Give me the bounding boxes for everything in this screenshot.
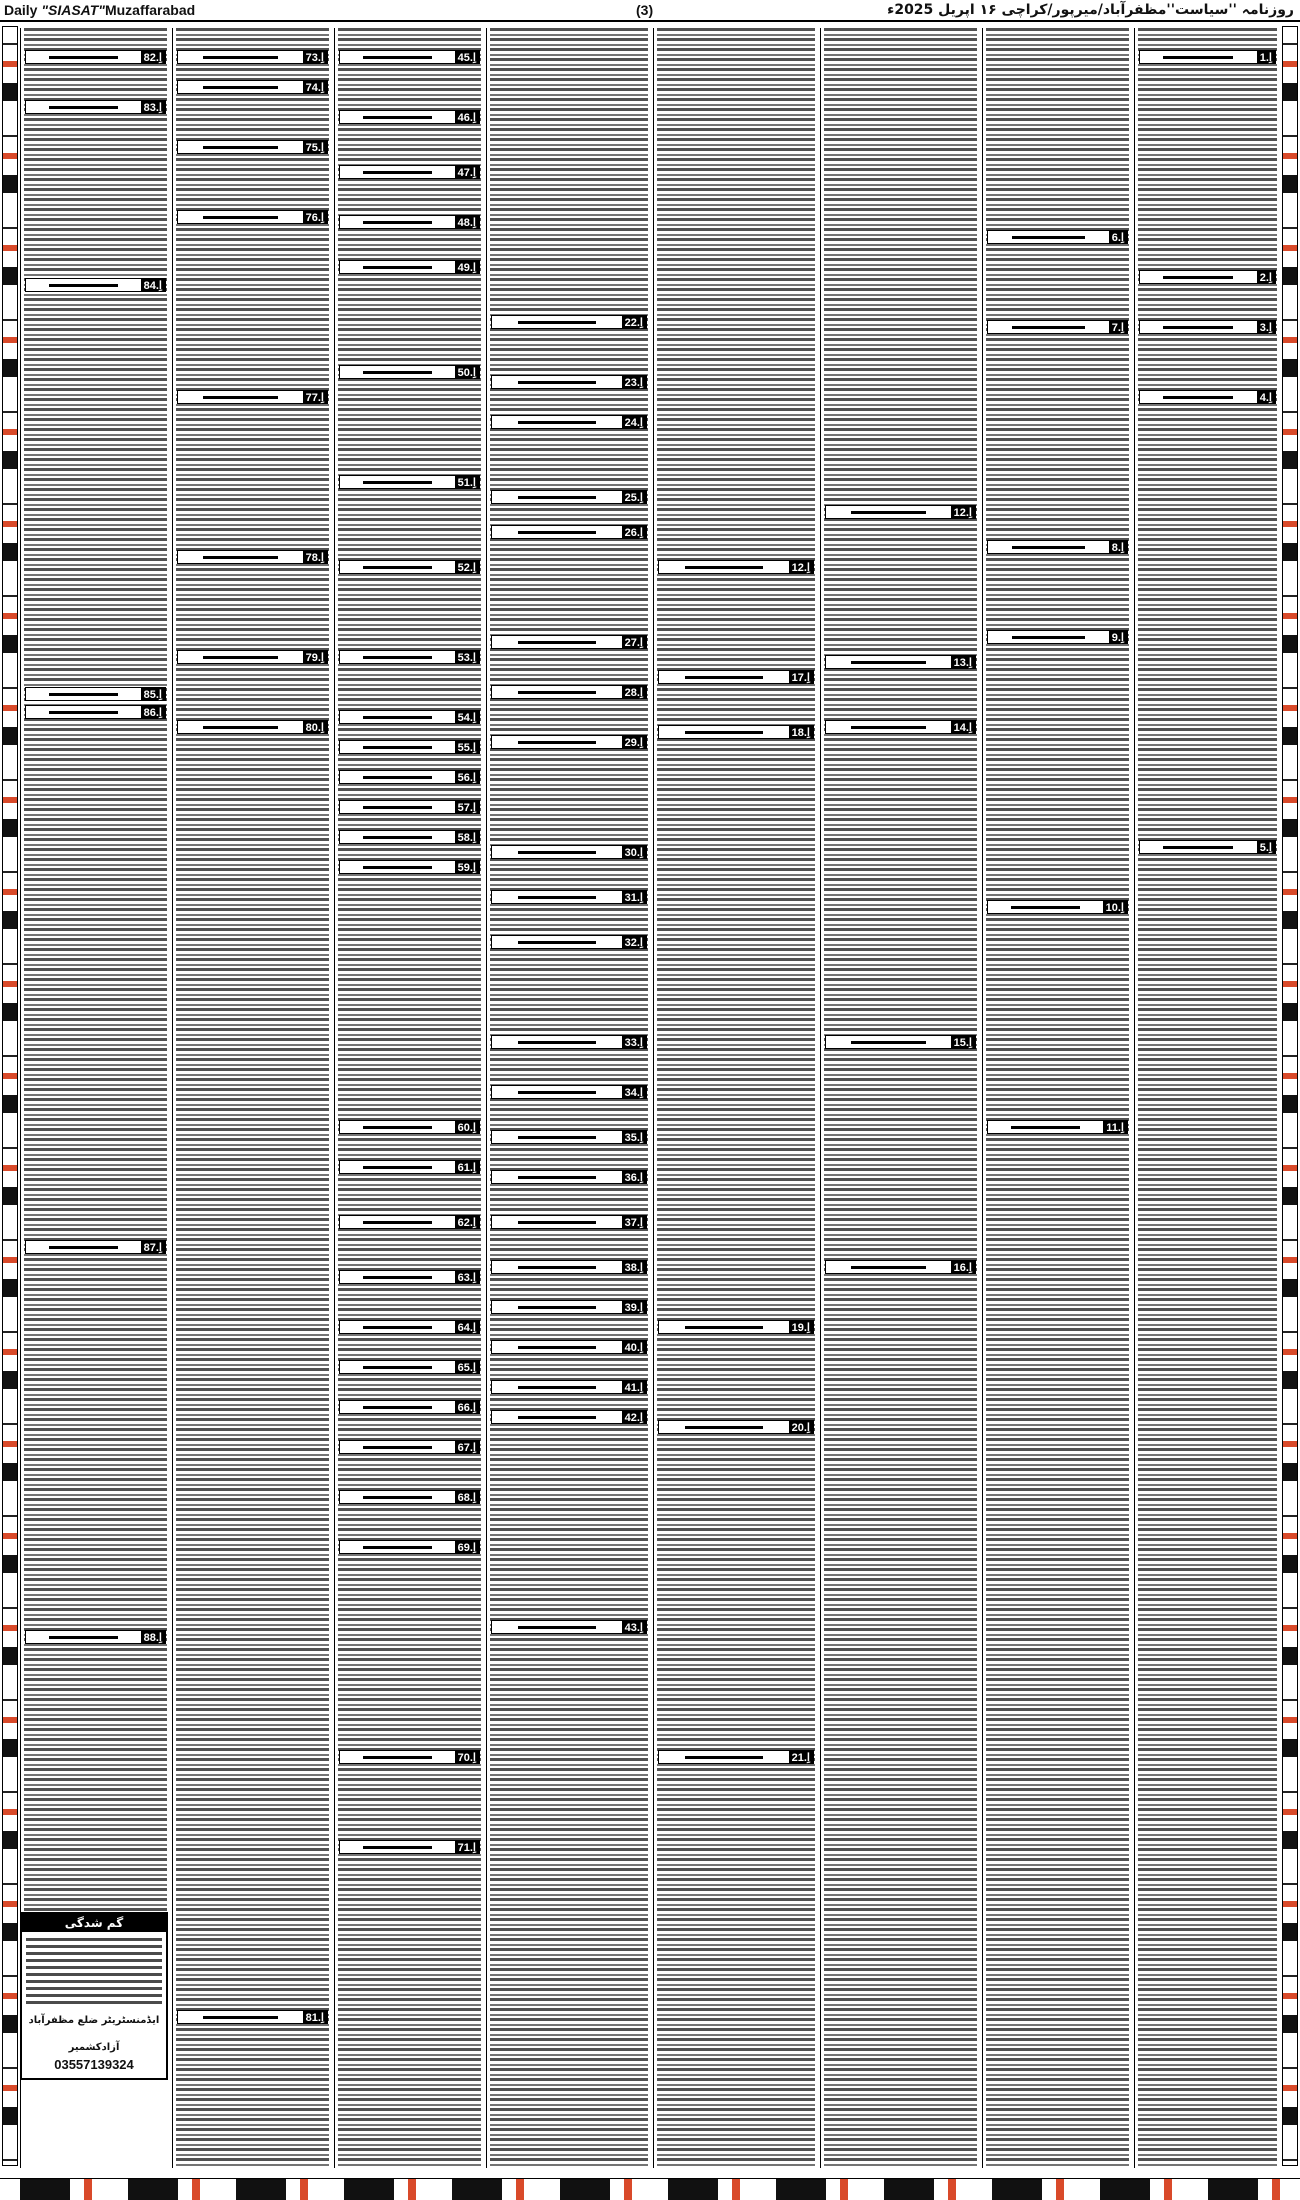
notice-label bbox=[178, 211, 303, 223]
notice-label bbox=[26, 1241, 141, 1253]
column-1 bbox=[20, 28, 170, 2168]
notice-label bbox=[340, 1161, 455, 1173]
notice-label bbox=[340, 111, 455, 123]
notice-number: اِ.74 bbox=[303, 81, 327, 93]
notice-label bbox=[340, 1841, 455, 1853]
notice-number: اِ.81 bbox=[303, 2011, 327, 2023]
notice-header bbox=[339, 475, 480, 489]
notice-header bbox=[1139, 320, 1276, 334]
notice-header bbox=[987, 230, 1128, 244]
masthead-title-english bbox=[4, 2, 195, 18]
lost-notice-title: گم شدگی bbox=[22, 1914, 166, 1932]
notice-number: اِ.61 bbox=[455, 1161, 479, 1173]
notice-header bbox=[339, 1400, 480, 1414]
notice-header bbox=[491, 1340, 647, 1354]
notice-label bbox=[340, 711, 455, 723]
notice-label bbox=[178, 391, 303, 403]
lost-notice-body bbox=[26, 1938, 162, 2008]
notice-number: اِ.67 bbox=[455, 1441, 479, 1453]
notice-label bbox=[340, 51, 455, 63]
notice-number: اِ.13 bbox=[951, 656, 975, 668]
notice-header bbox=[339, 650, 480, 664]
notice-header bbox=[987, 900, 1128, 914]
notice-number: اِ.20 bbox=[789, 1421, 813, 1433]
notice-header bbox=[339, 560, 480, 574]
notice-number: اِ.86 bbox=[141, 706, 165, 718]
notice-number: اِ.12 bbox=[951, 506, 975, 518]
notice-header bbox=[339, 1360, 480, 1374]
notice-number: اِ.29 bbox=[622, 736, 646, 748]
notice-number: اِ.4 bbox=[1257, 391, 1275, 403]
notice-header bbox=[339, 1120, 480, 1134]
notice-header bbox=[658, 1420, 814, 1434]
notice-header bbox=[177, 50, 328, 64]
notice-header bbox=[1139, 840, 1276, 854]
notice-label bbox=[178, 551, 303, 563]
notice-header bbox=[491, 1260, 647, 1274]
notice-header bbox=[491, 735, 647, 749]
notice-header bbox=[339, 1270, 480, 1284]
notice-label bbox=[492, 1341, 622, 1353]
notice-number: اِ.35 bbox=[622, 1131, 646, 1143]
notice-label bbox=[178, 651, 303, 663]
notice-header bbox=[491, 935, 647, 949]
notice-number: اِ.6 bbox=[1109, 231, 1127, 243]
notice-header bbox=[491, 1410, 647, 1424]
column-8 bbox=[1134, 28, 1280, 2168]
notice-header bbox=[25, 50, 166, 64]
notice-label bbox=[492, 526, 622, 538]
notice-header bbox=[825, 720, 976, 734]
notice-label bbox=[492, 736, 622, 748]
notice-label bbox=[988, 321, 1109, 333]
notice-label bbox=[492, 316, 622, 328]
notice-number: اِ.32 bbox=[622, 936, 646, 948]
notice-label bbox=[492, 1171, 622, 1183]
notice-header bbox=[658, 670, 814, 684]
notice-label bbox=[1140, 841, 1257, 853]
notice-number: اِ.50 bbox=[455, 366, 479, 378]
notice-label bbox=[988, 631, 1109, 643]
notice-label bbox=[492, 636, 622, 648]
notice-header bbox=[339, 1440, 480, 1454]
notice-header bbox=[339, 1750, 480, 1764]
notice-number: اِ.76 bbox=[303, 211, 327, 223]
notice-number: اِ.25 bbox=[622, 491, 646, 503]
notice-label bbox=[492, 1036, 622, 1048]
notice-number: اِ.55 bbox=[455, 741, 479, 753]
notice-header bbox=[177, 550, 328, 564]
notice-number: اِ.46 bbox=[455, 111, 479, 123]
notice-label bbox=[988, 901, 1103, 913]
notice-label bbox=[340, 651, 455, 663]
notice-number: اِ.78 bbox=[303, 551, 327, 563]
notice-label bbox=[26, 101, 141, 113]
notice-number: اِ.22 bbox=[622, 316, 646, 328]
notice-label bbox=[492, 1216, 622, 1228]
notice-header bbox=[825, 505, 976, 519]
notice-header bbox=[491, 375, 647, 389]
notice-number: اِ.36 bbox=[622, 1171, 646, 1183]
notice-label bbox=[340, 1491, 455, 1503]
lost-notice-place: آزادکشمیر bbox=[68, 2042, 120, 2053]
notice-label bbox=[492, 686, 622, 698]
notice-label bbox=[340, 1271, 455, 1283]
notice-header bbox=[339, 710, 480, 724]
text-block bbox=[986, 28, 1129, 2168]
notice-number: اِ.87 bbox=[141, 1241, 165, 1253]
notice-header bbox=[1139, 270, 1276, 284]
notice-header bbox=[491, 415, 647, 429]
notice-label bbox=[988, 1121, 1103, 1133]
notice-number: اِ.27 bbox=[622, 636, 646, 648]
notice-header bbox=[987, 320, 1128, 334]
notice-header bbox=[491, 1620, 647, 1634]
notice-label bbox=[340, 216, 455, 228]
notice-number: اِ.79 bbox=[303, 651, 327, 663]
notice-header bbox=[491, 315, 647, 329]
notice-number: اِ.64 bbox=[455, 1321, 479, 1333]
notice-number: اِ.21 bbox=[789, 1751, 813, 1763]
notice-header bbox=[25, 687, 166, 701]
notice-label bbox=[340, 1216, 455, 1228]
notice-number: اِ.88 bbox=[141, 1631, 165, 1643]
notice-number: اِ.65 bbox=[455, 1361, 479, 1373]
notice-number: اِ.80 bbox=[303, 721, 327, 733]
notice-header bbox=[339, 110, 480, 124]
notice-label bbox=[340, 366, 455, 378]
notice-header bbox=[658, 1320, 814, 1334]
notice-number: اِ.54 bbox=[455, 711, 479, 723]
text-block bbox=[824, 28, 977, 2168]
notice-label bbox=[340, 1441, 455, 1453]
notice-number: اِ.58 bbox=[455, 831, 479, 843]
lost-notice-phone: 03557139324 bbox=[54, 2057, 134, 2072]
notice-number: اِ.31 bbox=[622, 891, 646, 903]
notice-label bbox=[492, 1261, 622, 1273]
notice-header bbox=[491, 1380, 647, 1394]
notice-label bbox=[26, 1631, 141, 1643]
notice-label bbox=[492, 1301, 622, 1313]
notice-label bbox=[340, 861, 455, 873]
notice-label bbox=[26, 279, 141, 291]
notice-label bbox=[492, 1086, 622, 1098]
notice-label bbox=[659, 726, 789, 738]
notice-label bbox=[659, 1421, 789, 1433]
notice-label bbox=[26, 688, 141, 700]
notice-header bbox=[491, 1300, 647, 1314]
notice-number: اِ.66 bbox=[455, 1401, 479, 1413]
text-block bbox=[176, 28, 329, 2168]
notice-number: اِ.49 bbox=[455, 261, 479, 273]
notice-header bbox=[491, 1085, 647, 1099]
notice-header bbox=[987, 540, 1128, 554]
notice-header bbox=[658, 560, 814, 574]
notice-label bbox=[492, 416, 622, 428]
left-decorative-border bbox=[2, 26, 18, 2166]
notice-number: اِ.70 bbox=[455, 1751, 479, 1763]
notice-label bbox=[988, 541, 1109, 553]
notice-label bbox=[659, 671, 789, 683]
notice-number: اِ.28 bbox=[622, 686, 646, 698]
notice-number: اِ.63 bbox=[455, 1271, 479, 1283]
notice-header bbox=[339, 1160, 480, 1174]
notice-label bbox=[340, 1321, 455, 1333]
notice-number: اِ.15 bbox=[951, 1036, 975, 1048]
notice-number: اِ.7 bbox=[1109, 321, 1127, 333]
notice-header bbox=[177, 2010, 328, 2024]
masthead-title-urdu: روزنامہ ''سیاست''مظفرآباد/میرپور/کراچی ۱۶ اپریل 2025ء bbox=[887, 2, 1294, 18]
column-4 bbox=[486, 28, 651, 2168]
masthead-city: Muzaffarabad bbox=[104, 2, 196, 18]
notice-header bbox=[491, 1170, 647, 1184]
notice-number: اِ.17 bbox=[789, 671, 813, 683]
notice-label bbox=[492, 891, 622, 903]
notice-number: اِ.51 bbox=[455, 476, 479, 488]
notice-label bbox=[26, 51, 141, 63]
notice-label bbox=[340, 1121, 455, 1133]
notice-header bbox=[339, 800, 480, 814]
right-decorative-border bbox=[1282, 26, 1298, 2166]
notice-number: اِ.60 bbox=[455, 1121, 479, 1133]
notice-label bbox=[340, 741, 455, 753]
notice-header bbox=[339, 1320, 480, 1334]
notice-header bbox=[491, 845, 647, 859]
notice-header bbox=[339, 770, 480, 784]
notice-label bbox=[178, 81, 303, 93]
notice-header bbox=[987, 630, 1128, 644]
notice-number: اِ.40 bbox=[622, 1341, 646, 1353]
lost-notice-name: ایڈمنسٹریٹر ضلع مظفرآباد bbox=[28, 2015, 160, 2026]
notice-number: اِ.23 bbox=[622, 376, 646, 388]
notice-label bbox=[26, 706, 141, 718]
notice-number: اِ.69 bbox=[455, 1541, 479, 1553]
notice-number: اِ.24 bbox=[622, 416, 646, 428]
notice-number: اِ.38 bbox=[622, 1261, 646, 1273]
masthead-siasat: "SIASAT" bbox=[41, 2, 105, 18]
notice-header bbox=[491, 1035, 647, 1049]
notice-label bbox=[1140, 321, 1257, 333]
notice-label bbox=[826, 506, 951, 518]
notice-number: اِ.73 bbox=[303, 51, 327, 63]
notice-header bbox=[339, 740, 480, 754]
notice-number: اِ.82 bbox=[141, 51, 165, 63]
notice-number: اِ.59 bbox=[455, 861, 479, 873]
notice-number: اِ.9 bbox=[1109, 631, 1127, 643]
notice-header bbox=[339, 1215, 480, 1229]
notice-number: اِ.26 bbox=[622, 526, 646, 538]
notice-label bbox=[826, 721, 951, 733]
notice-header bbox=[25, 705, 166, 719]
text-block bbox=[1138, 28, 1277, 2168]
notice-label bbox=[178, 141, 303, 153]
notice-number: اِ.14 bbox=[951, 721, 975, 733]
notice-label bbox=[340, 261, 455, 273]
notice-header bbox=[339, 365, 480, 379]
notice-header bbox=[491, 525, 647, 539]
notice-number: اِ.16 bbox=[951, 1261, 975, 1273]
notice-number: اِ.39 bbox=[622, 1301, 646, 1313]
notice-number: اِ.19 bbox=[789, 1321, 813, 1333]
notice-header bbox=[177, 650, 328, 664]
notice-number: اِ.57 bbox=[455, 801, 479, 813]
notice-label bbox=[659, 1751, 789, 1763]
notice-label bbox=[492, 376, 622, 388]
notice-header bbox=[25, 1240, 166, 1254]
notice-header bbox=[658, 1750, 814, 1764]
notice-header bbox=[1139, 50, 1276, 64]
notice-label bbox=[826, 1036, 951, 1048]
notice-number: اِ.85 bbox=[141, 688, 165, 700]
notice-label bbox=[492, 846, 622, 858]
notice-header bbox=[339, 165, 480, 179]
column-2 bbox=[172, 28, 332, 2168]
notice-number: اِ.30 bbox=[622, 846, 646, 858]
notice-label bbox=[340, 1361, 455, 1373]
notice-number: اِ.71 bbox=[455, 1841, 479, 1853]
notice-header bbox=[177, 80, 328, 94]
notice-label bbox=[340, 801, 455, 813]
notice-number: اِ.48 bbox=[455, 216, 479, 228]
notice-number: اِ.77 bbox=[303, 391, 327, 403]
notice-label bbox=[340, 476, 455, 488]
notice-header bbox=[339, 1490, 480, 1504]
notice-header bbox=[491, 490, 647, 504]
notice-label bbox=[1140, 51, 1257, 63]
notice-label bbox=[178, 51, 303, 63]
notice-label bbox=[1140, 271, 1257, 283]
notice-header bbox=[658, 725, 814, 739]
notice-number: اِ.2 bbox=[1257, 271, 1275, 283]
column-6 bbox=[820, 28, 980, 2168]
notice-header bbox=[339, 860, 480, 874]
notice-label bbox=[178, 721, 303, 733]
notice-number: اِ.45 bbox=[455, 51, 479, 63]
notice-number: اِ.11 bbox=[1103, 1121, 1127, 1133]
notice-number: اِ.1 bbox=[1257, 51, 1275, 63]
notice-header bbox=[339, 1840, 480, 1854]
notice-label bbox=[492, 1131, 622, 1143]
notice-number: اِ.47 bbox=[455, 166, 479, 178]
notice-header bbox=[177, 210, 328, 224]
notice-label bbox=[340, 166, 455, 178]
bottom-decorative-border bbox=[0, 2178, 1300, 2200]
notice-header bbox=[987, 1120, 1128, 1134]
notice-number: اِ.41 bbox=[622, 1381, 646, 1393]
notice-label bbox=[492, 936, 622, 948]
notice-number: اِ.43 bbox=[622, 1621, 646, 1633]
column-7 bbox=[982, 28, 1132, 2168]
notice-number: اِ.53 bbox=[455, 651, 479, 663]
notice-label bbox=[988, 231, 1109, 243]
notice-label bbox=[340, 831, 455, 843]
notice-header bbox=[339, 50, 480, 64]
notice-header bbox=[491, 890, 647, 904]
notice-number: اِ.84 bbox=[141, 279, 165, 291]
notice-header bbox=[25, 100, 166, 114]
notice-label bbox=[340, 1751, 455, 1763]
notice-label bbox=[826, 1261, 951, 1273]
notice-header bbox=[177, 140, 328, 154]
notice-number: اِ.34 bbox=[622, 1086, 646, 1098]
notice-label bbox=[492, 491, 622, 503]
notice-number: اِ.83 bbox=[141, 101, 165, 113]
notice-label bbox=[659, 1321, 789, 1333]
notice-label bbox=[340, 1541, 455, 1553]
notice-number: اِ.52 bbox=[455, 561, 479, 573]
notice-label bbox=[340, 1401, 455, 1413]
column-3 bbox=[334, 28, 484, 2168]
column-5 bbox=[653, 28, 818, 2168]
notice-label bbox=[492, 1621, 622, 1633]
notice-number: اِ.5 bbox=[1257, 841, 1275, 853]
notice-label bbox=[492, 1411, 622, 1423]
text-block bbox=[657, 28, 815, 2168]
page-number: (3) bbox=[636, 2, 654, 18]
masthead bbox=[0, 0, 1300, 22]
notice-number: اِ.56 bbox=[455, 771, 479, 783]
notice-label bbox=[340, 561, 455, 573]
notice-header bbox=[825, 1260, 976, 1274]
notice-number: اِ.42 bbox=[622, 1411, 646, 1423]
notice-number: اِ.33 bbox=[622, 1036, 646, 1048]
notice-header bbox=[25, 278, 166, 292]
notice-header bbox=[1139, 390, 1276, 404]
notice-label bbox=[178, 2011, 303, 2023]
masthead-daily: Daily bbox=[4, 2, 38, 18]
notice-header bbox=[339, 260, 480, 274]
notice-header bbox=[339, 215, 480, 229]
notice-header bbox=[825, 655, 976, 669]
notice-number: اِ.10 bbox=[1103, 901, 1127, 913]
notice-header bbox=[339, 830, 480, 844]
notice-label bbox=[340, 771, 455, 783]
notice-label bbox=[1140, 391, 1257, 403]
notice-number: اِ.3 bbox=[1257, 321, 1275, 333]
notice-header bbox=[25, 1630, 166, 1644]
notice-number: اِ.8 bbox=[1109, 541, 1127, 553]
notice-header bbox=[339, 1540, 480, 1554]
notice-header bbox=[825, 1035, 976, 1049]
notice-number: اِ.62 bbox=[455, 1216, 479, 1228]
notice-number: اِ.12 bbox=[789, 561, 813, 573]
notice-label bbox=[659, 561, 789, 573]
notice-label bbox=[826, 656, 951, 668]
notice-number: اِ.75 bbox=[303, 141, 327, 153]
notice-header bbox=[491, 1130, 647, 1144]
notice-number: اِ.68 bbox=[455, 1491, 479, 1503]
notice-number: اِ.37 bbox=[622, 1216, 646, 1228]
notice-number: اِ.18 bbox=[789, 726, 813, 738]
notice-header bbox=[491, 1215, 647, 1229]
lost-notice-box bbox=[20, 1912, 168, 2080]
notice-header bbox=[491, 685, 647, 699]
notice-header bbox=[177, 720, 328, 734]
notice-header bbox=[177, 390, 328, 404]
notice-header bbox=[491, 635, 647, 649]
notice-label bbox=[492, 1381, 622, 1393]
